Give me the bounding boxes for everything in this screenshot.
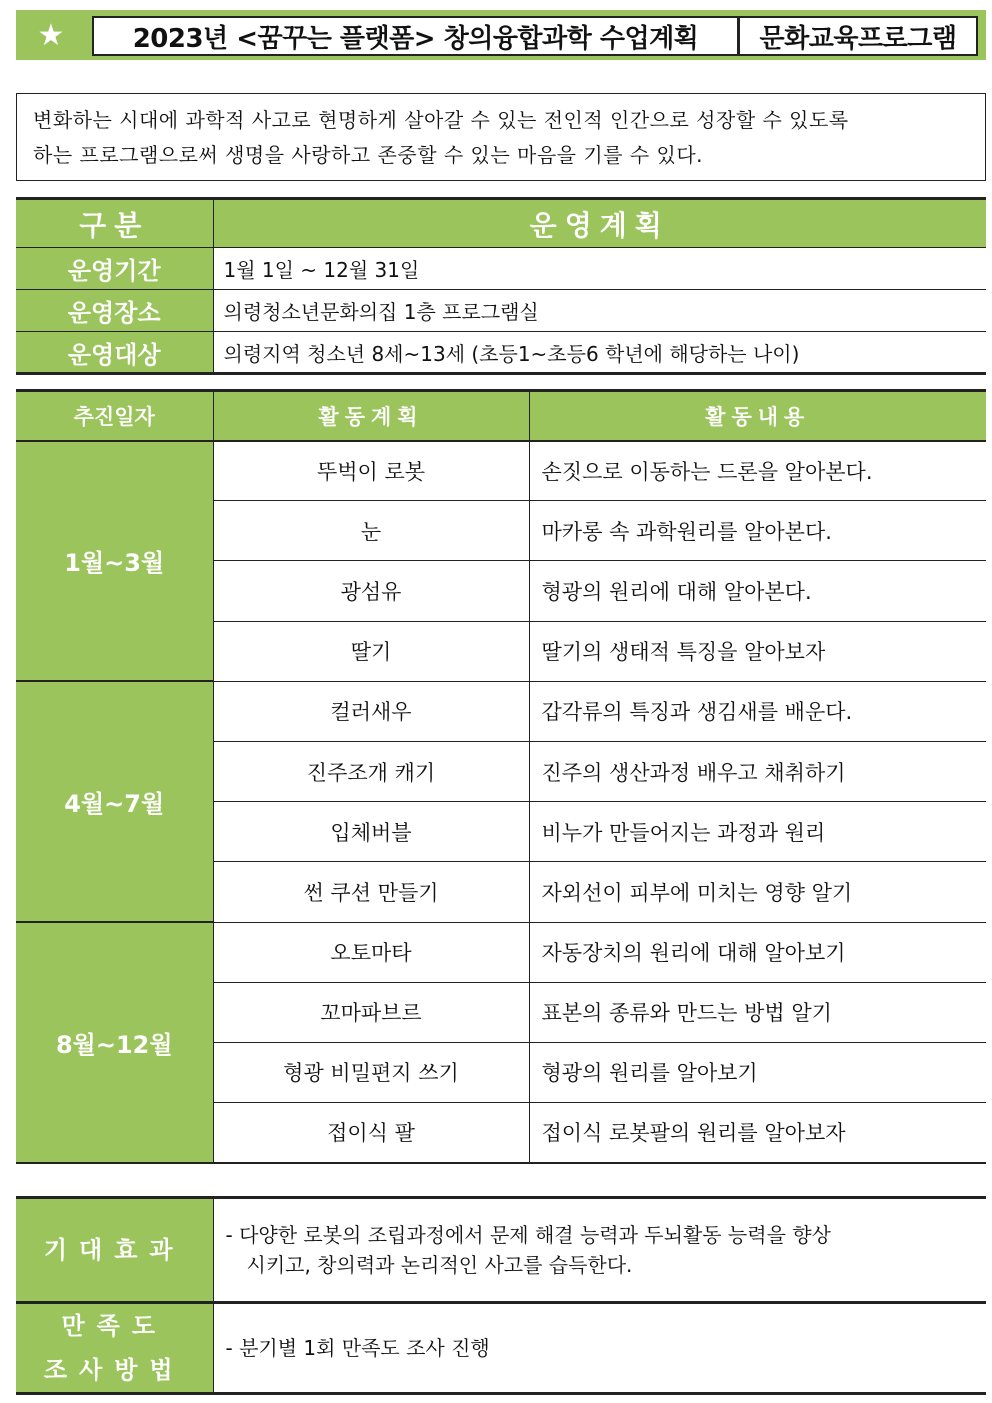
activity-plan-table bbox=[16, 389, 986, 1164]
star-icon: ★ bbox=[37, 17, 65, 53]
activity-cell: 입체버블 bbox=[213, 802, 529, 862]
content-cell: 자외선이 피부에 미치는 영향 알기 bbox=[529, 862, 986, 922]
info-header-plan: 운영계획 bbox=[213, 199, 986, 248]
activity-cell: 딸기 bbox=[213, 621, 529, 681]
content-cell: 갑각류의 특징과 생김새를 배운다. bbox=[529, 681, 986, 741]
content-cell: 진주의 생산과정 배우고 채취하기 bbox=[529, 741, 986, 801]
info-label: 운영장소 bbox=[16, 290, 213, 332]
info-label: 운영기간 bbox=[16, 248, 213, 290]
activity-cell: 꼬마파브르 bbox=[213, 982, 529, 1042]
content-cell: 표본의 종류와 만드는 방법 알기 bbox=[529, 982, 986, 1042]
intro-box bbox=[16, 93, 986, 181]
plan-header-row bbox=[16, 391, 986, 441]
info-value: 의령지역 청소년 8세~13세 (초등1~초등6 학년에 해당하는 나이) bbox=[213, 332, 986, 374]
period-cell: 1월~3월 bbox=[16, 441, 213, 682]
operation-info-table bbox=[16, 197, 986, 375]
header-bar bbox=[16, 10, 986, 60]
survey-label-line-1: 만족도 bbox=[61, 1312, 168, 1340]
activity-cell: 썬 쿠션 만들기 bbox=[213, 862, 529, 922]
content-cell: 자동장치의 원리에 대해 알아보기 bbox=[529, 922, 986, 982]
intro-line-1: 변화하는 시대에 과학적 사고로 현명하게 살아갈 수 있는 전인적 인간으로 성장할 수 있도록 bbox=[33, 108, 849, 132]
table-row bbox=[16, 922, 986, 982]
info-row bbox=[16, 290, 986, 332]
evaluation-table bbox=[16, 1196, 986, 1395]
activity-cell: 광섬유 bbox=[213, 561, 529, 621]
info-value: 의령청소년문화의집 1층 프로그램실 bbox=[213, 290, 986, 332]
content-cell: 접이식 로봇팔의 원리를 알아보자 bbox=[529, 1103, 986, 1163]
intro-line-2: 하는 프로그램으로써 생명을 사랑하고 존중할 수 있는 마음을 기를 수 있다. bbox=[33, 143, 704, 167]
info-row bbox=[16, 332, 986, 374]
content-cell: 형광의 원리를 알아보기 bbox=[529, 1042, 986, 1102]
info-row bbox=[16, 248, 986, 290]
activity-cell: 눈 bbox=[213, 501, 529, 561]
effect-row bbox=[16, 1198, 986, 1303]
survey-value: - 분기별 1회 만족도 조사 진행 bbox=[213, 1303, 986, 1394]
page-title: 2023년 <꿈꾸는 플랫폼> 창의융합과학 수업계획 bbox=[92, 16, 739, 56]
info-value: 1월 1일 ~ 12월 31일 bbox=[213, 248, 986, 290]
effect-line-1: - 다양한 로봇의 조립과정에서 문제 해결 능력과 두뇌활동 능력을 향상 bbox=[225, 1223, 831, 1247]
program-category: 문화교육프로그램 bbox=[738, 16, 978, 56]
info-header-row bbox=[16, 199, 986, 248]
effect-line-2: 시키고, 창의력과 논리적인 사고를 습득한다. bbox=[246, 1253, 633, 1277]
period-cell: 4월~7월 bbox=[16, 681, 213, 922]
activity-cell: 접이식 팔 bbox=[213, 1103, 529, 1163]
activity-cell: 뚜벅이 로봇 bbox=[213, 441, 529, 501]
effect-value bbox=[213, 1198, 986, 1303]
activity-cell: 컬러새우 bbox=[213, 681, 529, 741]
period-cell: 8월~12월 bbox=[16, 922, 213, 1163]
content-cell: 마카롱 속 과학원리를 알아본다. bbox=[529, 501, 986, 561]
plan-header-date: 추진일자 bbox=[16, 391, 213, 441]
content-cell: 손짓으로 이동하는 드론을 알아본다. bbox=[529, 441, 986, 501]
activity-cell: 진주조개 캐기 bbox=[213, 741, 529, 801]
info-header-category: 구분 bbox=[16, 199, 213, 248]
table-row bbox=[16, 441, 986, 501]
info-label: 운영대상 bbox=[16, 332, 213, 374]
plan-header-activity: 활동계획 bbox=[213, 391, 529, 441]
survey-label-line-2: 조사방법 bbox=[43, 1356, 185, 1384]
content-cell: 딸기의 생태적 특징을 알아보자 bbox=[529, 621, 986, 681]
table-row bbox=[16, 681, 986, 741]
activity-cell: 오토마타 bbox=[213, 922, 529, 982]
survey-row bbox=[16, 1303, 986, 1394]
plan-header-content: 활동내용 bbox=[529, 391, 986, 441]
activity-cell: 형광 비밀편지 쓰기 bbox=[213, 1042, 529, 1102]
survey-label bbox=[16, 1303, 213, 1394]
content-cell: 비누가 만들어지는 과정과 원리 bbox=[529, 802, 986, 862]
effect-label: 기대효과 bbox=[16, 1198, 213, 1303]
content-cell: 형광의 원리에 대해 알아본다. bbox=[529, 561, 986, 621]
